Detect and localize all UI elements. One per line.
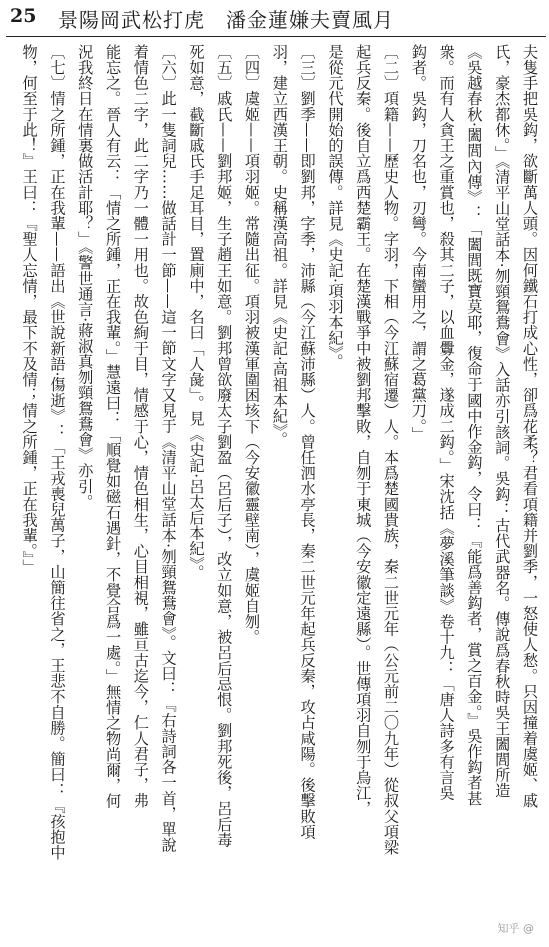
text-column: 氏，豪杰都休。」《清平山堂話本·刎頸鴛鴦會》入話亦引該詞。吳鈎：古代武器名。傳說爲春秋時吳王闔閭所造 [493, 44, 512, 799]
note-5-column: 〔五〕戚氏——劉邦姬，生子趙王如意。劉邦曾欲廢太子劉盈（呂后子），改立如意，被呂后忌恨。劉邦死後，呂后毒 [215, 44, 234, 848]
text-column: 死如意，截斷戚氏手足耳目，置廁中，名曰「人彘」。見《史記·呂太后本紀》。 [187, 44, 206, 581]
page-number: 25 [10, 5, 37, 27]
note-4-column: 〔四〕虞姬——項羽姬。常隨出征。項羽被漢軍圍困垓下（今安徽靈壁南），虞姬自刎。 [243, 44, 262, 645]
note-2-column: 〔二〕項籍——歷史人物。字羽，下相（今江蘇宿遷）人。本爲楚國貴族，秦二世元年（公元前二〇九年）從叔父項梁 [382, 44, 401, 856]
text-column: 鈎者。吳鈎，刀名也，刃彎。今南蠻用之，謂之葛黨刀。」 [409, 44, 428, 442]
text-column: 是從元代開始的誤傳。詳見《史記·項羽本紀》。 [326, 44, 345, 370]
running-title: 景陽岡武松打虎 潘金蓮嫌夫賣風月 [58, 8, 394, 32]
header-rule [6, 36, 546, 37]
text-column: 況我終日在情裏做活計耶？」《警世通言·蔣淑真刎頸鴛鴦會》亦引。 [76, 44, 95, 510]
text-column: 起兵反秦。後自立爲西楚霸王。在楚漢戰爭中被劉邦擊敗，自刎于東城（今安徽定遠縣）。世傳項羽自刎于烏江， [354, 44, 373, 817]
text-column: 夫隻手把吳鈎，欲斷萬人頭。因何鐵石打成心性，卻爲花柔？君看項籍并劉季，一怒使人愁。只因撞着虞姬、戚 [521, 44, 539, 809]
text-column: 能忘之。晉人有云：「情之所鍾，正在我輩。」慧遠曰：「順覺如磁石遇針，不覺合爲一處。」無情之物尚爾，何 [104, 44, 123, 809]
text-column: 物，何至于此！』王曰：『聖人忘情，最下不及情；情之所鍾，正在我輩。』」 [20, 44, 39, 575]
annotation-body [6, 44, 543, 940]
note-3-column: 〔三〕劉季——即劉邦，字季，沛縣（今江蘇沛縣）人。曾任泗水亭長，秦二世元年起兵反秦，攻占咸陽。後擊敗項 [298, 44, 317, 840]
note-6-column: 〔六〕此一隻詞兒……做話計一節——這一節文字又見于《清平山堂話本·刎頸鴛鴦會》。文曰：『右詩詞各一首，單說 [159, 44, 178, 853]
text-column: 羽，建立西漢王朝。史稱漢高祖。詳見《史記·高祖本紀》。 [270, 44, 289, 448]
text-column: 《吳越春秋·闔閭內傳》：「闔閭既寶莫耶，復命于國中作金鈎，令曰：『能爲善鈎者，賞之百金。』吳作鈎者甚 [465, 44, 484, 807]
text-column: 着情色二字，此二字乃一體一用也。故色絢于目，情感于心，情色相生，心目相視，雖亘古迄今，仁人君子，弗 [131, 44, 150, 809]
watermark: 知乎 @ [495, 919, 538, 937]
note-7-column: 〔七〕情之所鍾，正在我輩——語出《世說新語·傷逝》：「王戎喪兒萬子，山簡往省之，王悲不自勝。簡曰：『孩抱中 [48, 44, 67, 861]
text-column: 衆。而有人貪王之重賞也，殺其二子，以血釁金，遂成二鈎。」宋沈括《夢溪筆談》卷十九：「唐人詩多有言吳 [437, 44, 456, 801]
page-header [0, 0, 549, 40]
